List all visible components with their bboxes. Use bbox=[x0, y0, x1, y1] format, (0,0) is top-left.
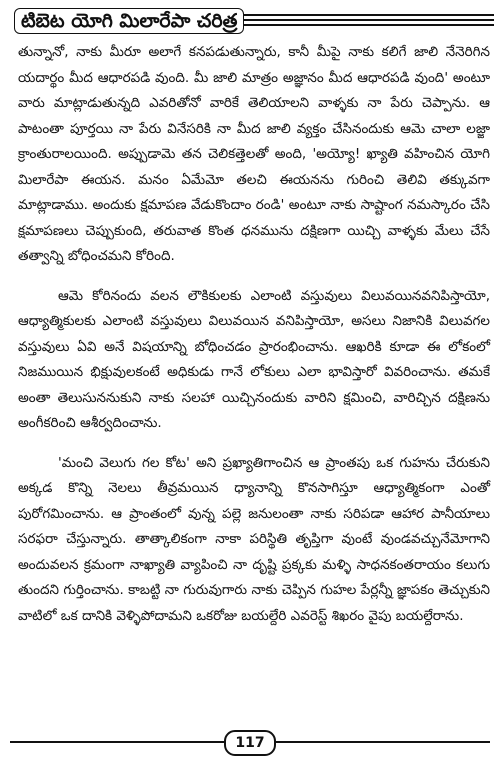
paragraph-2: ఆమె కోరినందు వలన లౌకికులకు ఎలాంటి వస్తువులు విలువయినవనిపిస్తాయో, ఆధ్యాత్మికులకు ఎలాంటి వస్తువులు విలువయిన వనిపిస్తాయో, అసలు నిజానికి విలువగల వస్తువులు ఏవి అనే విషయాన్ని బోధించడం ప్రారంభించాను. ఆఖరికి కూడా ఈ లోకంలో నిజముయిన భిక్షువులకంటే అధికుడు గానే లోకులు ఎలా భావిస్తారో వివరించాను. తమకే అంతా తెలుసుననుకుని నాకు సలహా యిచ్చినందుకు వారిని క్షమించి, వారిచ్చిన దక్షిణను అంగీకరించి ఆశీర్వదించాను. bbox=[18, 287, 490, 431]
paragraph-1: తున్నానో, నాకు మీరూ అలాగే కనపడుతున్నారు, కానీ మీపై నాకు కలిగే జాలి నేనెరిగిన యదార్థం మీద ఆధారపడి వుంది. మీ జాలి మాత్రం అజ్ఞానం మీద ఆధారపడి వుంది' అంటూ వారు మాట్లాడుతున్నది ఎవరితోనో వారికే తెలియాలని వాళ్ళకు నా పేరు చెప్పాను. ఆ పాటంతా పూర్తయి నా పేరు వినేసరికి నా మీద జాలి వ్యక్తం చేసినందుకు ఆమె చాలా లజ్జా క్రాంతురాలయింది. అప్పుడామె తన చెలికత్తెలతో అంది, 'అయ్యో! ఖ్యాతి వహించిన యోగి మిలారేపా ఈయన. మనం ఏమేమో తలచి ఈయనను గురించి తెలివి తక్కువగా మాట్లాడాము. అందుకు క్షమాపణ వేడుకొందాం రండి' అంటూ నాకు సాష్టాంగ నమస్కారం చేసి క్షమాపణలు చెప్పుకుంది, తరువాత కొంత ధనమును దక్షిణగా యిచ్చి వాళ్ళకు మేలు చేసే తత్వాన్ని బోధించమని కోరింది. bbox=[18, 44, 490, 264]
page-footer bbox=[10, 730, 490, 754]
running-header bbox=[10, 6, 494, 36]
page-body-text bbox=[18, 40, 490, 643]
page-number: 117 bbox=[224, 730, 276, 756]
header-rule-lines bbox=[240, 14, 494, 29]
book-title: టిబెట యోగి మిలారేపా చరిత్ర bbox=[14, 8, 244, 34]
paragraph-3: 'మంచి వెలుగు గల కోట' అని ప్రఖ్యాతిగాంచిన ఆ ప్రాంతపు ఒక గుహను చేరుకుని అక్కడ కొన్ని నెలలు తీవ్రమయిన ధ్యానాన్ని కొనసాగిస్తూ ఆధ్యాత్మికంగా ఎంతో పురోగమించాను. ఆ ప్రాంతంలో వున్న పల్లె జనులంతా నాకు సరిపడా ఆహార పానీయాలు సరఫరా చేస్తున్నారు. తాత్కాలికంగా నాకా పరిస్థితి తృప్తిగా వుంటే వుండవచ్చునేమోగాని అందువలన క్రమంగా నాఖ్యాతి వ్యాపించి నా దృష్టి ప్రక్కకు మళ్ళి సాధనకంతరాయం కలుగు తుందని గుర్తించాను. కాబట్టి నా గురువుగారు నాకు చెప్పిన గుహల పేర్లన్నీ జ్ఞాపకం తెచ్చుకుని వాటిలో ఒక దానికి వెళ్ళిపోదామని ఒకరోజు బయల్దేరి ఎవరెస్ట్ శిఖరం వైపు బయల్దేరాను. bbox=[18, 454, 490, 624]
